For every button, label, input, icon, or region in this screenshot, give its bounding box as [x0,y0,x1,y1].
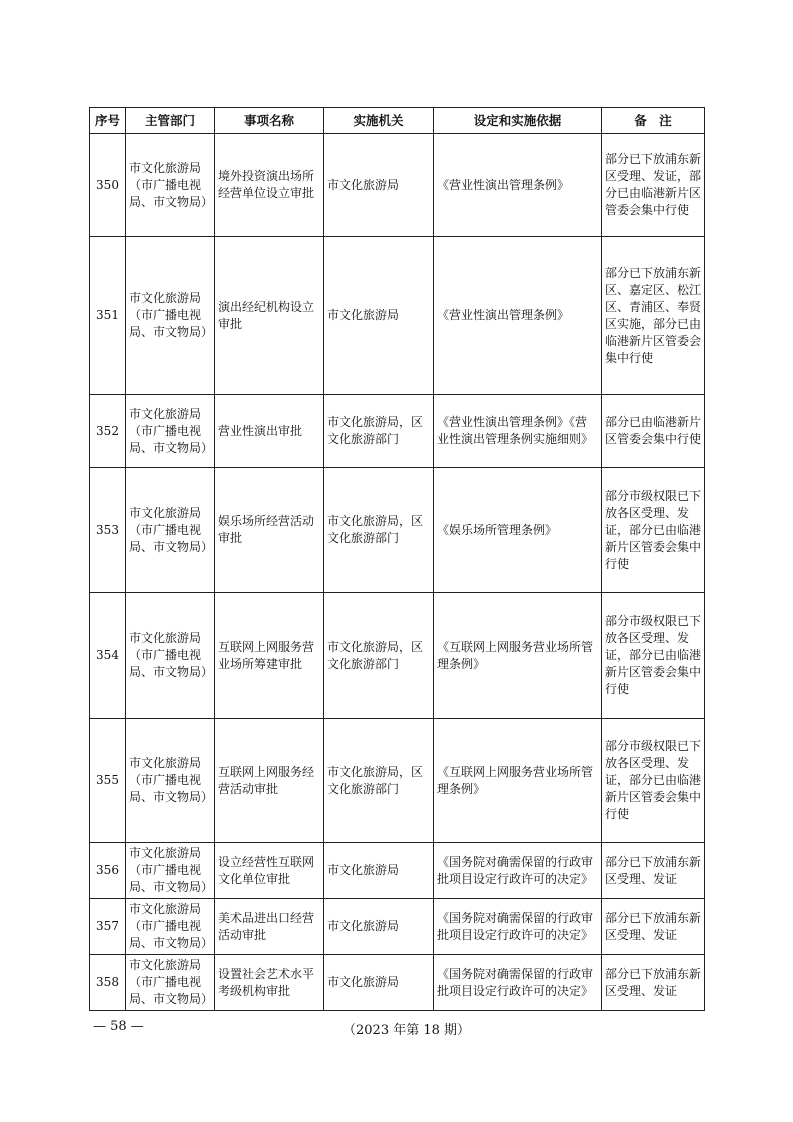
row-item-name: 营业性演出审批 [215,395,324,468]
row-authority: 市文化旅游局 [324,134,434,237]
header-remarks: 备 注 [602,108,705,134]
row-remarks: 部分已下放浦东新区受理、发证 [602,843,705,899]
row-remarks: 部分已下放浦东新区、嘉定区、松江区、青浦区、奉贤区实施，部分已由临港新片区管委会集中行使 [602,237,705,395]
row-remarks: 部分已下放浦东新区受理、发证 [602,955,705,1011]
row-serial: 351 [90,237,126,395]
row-item-name: 美术品进出口经营活动审批 [215,899,324,955]
table-row [90,237,705,395]
row-item-name: 娱乐场所经营活动审批 [215,468,324,593]
row-item-name: 互联网上网服务经营活动审批 [215,719,324,843]
row-remarks: 部分市级权限已下放各区受理、发证，部分已由临港新片区管委会集中行使 [602,719,705,843]
row-item-name: 境外投资演出场所经营单位设立审批 [215,134,324,237]
row-remarks: 部分市级权限已下放各区受理、发证，部分已由临港新片区管委会集中行使 [602,593,705,719]
row-serial: 358 [90,955,126,1011]
row-serial: 354 [90,593,126,719]
row-department: 市文化旅游局（市广播电视局、市文物局） [126,719,215,843]
row-basis: 《国务院对确需保留的行政审批项目设定行政许可的决定》 [434,843,602,899]
row-item-name: 演出经纪机构设立审批 [215,237,324,395]
table-row [90,719,705,843]
row-remarks: 部分已由临港新片区管委会集中行使 [602,395,705,468]
table-row [90,899,705,955]
row-authority: 市文化旅游局，区文化旅游部门 [324,719,434,843]
header-authority: 实施机关 [324,108,434,134]
row-serial: 350 [90,134,126,237]
row-department: 市文化旅游局（市广播电视局、市文物局） [126,593,215,719]
header-item-name: 事项名称 [215,108,324,134]
row-authority: 市文化旅游局，区文化旅游部门 [324,593,434,719]
header-serial: 序号 [90,108,126,134]
row-basis: 《互联网上网服务营业场所管理条例》 [434,593,602,719]
row-department: 市文化旅游局（市广播电视局、市文物局） [126,843,215,899]
row-authority: 市文化旅游局 [324,237,434,395]
table-row [90,593,705,719]
row-basis: 《营业性演出管理条例》《营业性演出管理条例实施细则》 [434,395,602,468]
table-row [90,395,705,468]
row-authority: 市文化旅游局 [324,955,434,1011]
row-basis: 《互联网上网服务营业场所管理条例》 [434,719,602,843]
approval-items-table [89,107,705,1011]
row-authority: 市文化旅游局 [324,843,434,899]
row-serial: 355 [90,719,126,843]
row-basis: 《国务院对确需保留的行政审批项目设定行政许可的决定》 [434,955,602,1011]
row-remarks: 部分已下放浦东新区受理、发证，部分已由临港新片区管委会集中行使 [602,134,705,237]
row-department: 市文化旅游局（市广播电视局、市文物局） [126,237,215,395]
row-department: 市文化旅游局（市广播电视局、市文物局） [126,134,215,237]
row-department: 市文化旅游局（市广播电视局、市文物局） [126,955,215,1011]
row-remarks: 部分已下放浦东新区受理、发证 [602,899,705,955]
row-item-name: 设置社会艺术水平考级机构审批 [215,955,324,1011]
table-header-row [90,108,705,134]
row-authority: 市文化旅游局 [324,899,434,955]
issue-label: （2023 年第 18 期） [343,1023,471,1038]
row-serial: 356 [90,843,126,899]
row-serial: 353 [90,468,126,593]
table-row [90,468,705,593]
row-serial: 357 [90,899,126,955]
table-row [90,134,705,237]
row-department: 市文化旅游局（市广播电视局、市文物局） [126,899,215,955]
header-department: 主管部门 [126,108,215,134]
row-department: 市文化旅游局（市广播电视局、市文物局） [126,468,215,593]
table-row [90,955,705,1011]
header-basis: 设定和实施依据 [434,108,602,134]
row-item-name: 设立经营性互联网文化单位审批 [215,843,324,899]
row-basis: 《营业性演出管理条例》 [434,237,602,395]
row-basis: 《营业性演出管理条例》 [434,134,602,237]
row-serial: 352 [90,395,126,468]
row-remarks: 部分市级权限已下放各区受理、发证，部分已由临港新片区管委会集中行使 [602,468,705,593]
row-item-name: 互联网上网服务营业场所筹建审批 [215,593,324,719]
row-authority: 市文化旅游局，区文化旅游部门 [324,395,434,468]
row-basis: 《娱乐场所管理条例》 [434,468,602,593]
table-row [90,843,705,899]
row-department: 市文化旅游局（市广播电视局、市文物局） [126,395,215,468]
page-number: — 58 — [93,1019,144,1034]
row-authority: 市文化旅游局，区文化旅游部门 [324,468,434,593]
row-basis: 《国务院对确需保留的行政审批项目设定行政许可的决定》 [434,899,602,955]
